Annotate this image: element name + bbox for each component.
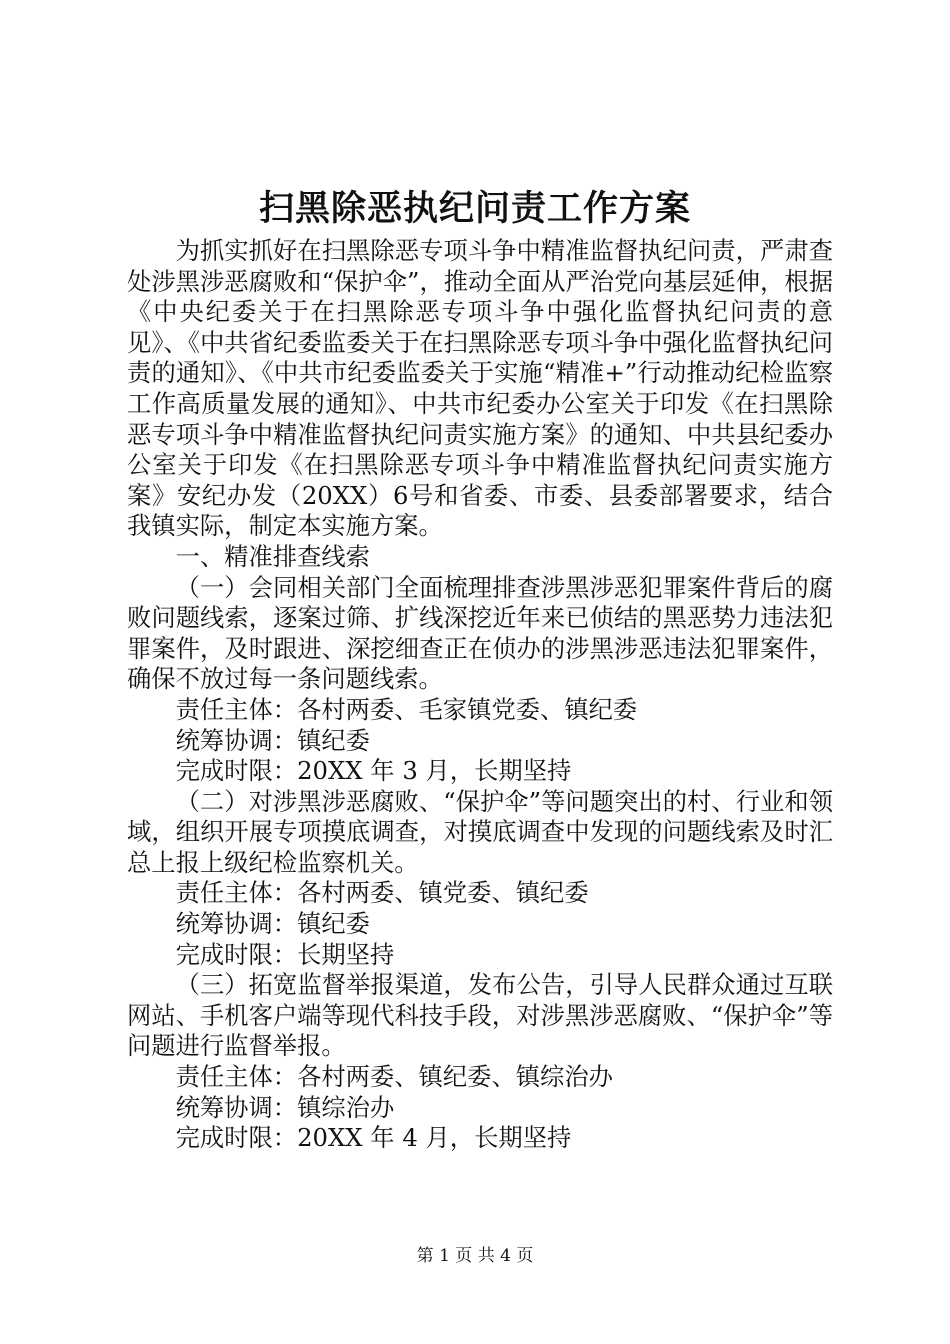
item-2-coordination: 统筹协调：镇纪委	[175, 909, 370, 939]
section-heading: 一、精准排查线索	[175, 541, 370, 571]
item-1-responsible: 责任主体：各村两委、毛家镇党委、镇纪委	[175, 694, 638, 724]
page-number-footer: 第 1 页 共 4 页	[416, 1246, 534, 1266]
item-2-deadline: 完成时限：长期坚持	[175, 939, 395, 969]
item-3-deadline: 完成时限：20XX 年 4 月，长期坚持	[175, 1123, 572, 1153]
item-1-deadline: 完成时限：20XX 年 3 月，长期坚持	[175, 756, 572, 786]
document-body	[127, 236, 833, 1154]
item-3-paragraph: （三）拓宽监督举报渠道，发布公告，引导人民群众通过互联网站、手机客户端等现代科技手段，对涉黑涉恶腐败、“保护伞”等问题进行监督举报。	[127, 970, 833, 1061]
item-1-coordination: 统筹协调：镇纪委	[175, 725, 370, 755]
item-2-paragraph: （二）对涉黑涉恶腐败、“保护伞”等问题突出的村、行业和领域，组织开展专项摸底调查，对摸底调查中发现的问题线索及时汇总上报上级纪检监察机关。	[127, 786, 833, 877]
item-3-responsible: 责任主体：各村两委、镇纪委、镇综治办	[175, 1062, 613, 1092]
intro-paragraph: 为抓实抓好在扫黑除恶专项斗争中精准监督执纪问责，严肃查处涉黑涉恶腐败和“保护伞”，推动全面从严治党向基层延伸，根据《中央纪委关于在扫黑除恶专项斗争中强化监督执纪问责的意见》、《中共省纪委监委关于在扫黑除恶专项斗争中强化监督执纪问责的通知》、《中共市纪委监委关于实施“精准+”行动推动纪检监察工作高质量发展的通知》、中共市纪委办公室关于印发《在扫黑除恶专项斗争中精准监督执纪问责实施方案》的通知、中共县纪委办公室关于印发《在扫黑除恶专项斗争中精准监督执纪问责实施方案》安纪办发（20XX）6号和省委、市委、县委部署要求，结合我镇实际，制定本实施方案。	[127, 236, 833, 541]
item-3-coordination: 统筹协调：镇综治办	[175, 1092, 395, 1122]
item-1-paragraph: （一）会同相关部门全面梳理排查涉黑涉恶犯罪案件背后的腐败问题线索，逐案过筛、扩线深挖近年来已侦结的黑恶势力违法犯罪案件，及时跟进、深挖细查正在侦办的涉黑涉恶违法犯罪案件，确保不放过每一条问题线索。	[127, 572, 833, 694]
item-2-responsible: 责任主体：各村两委、镇党委、镇纪委	[175, 878, 589, 908]
document-title: 扫黑除恶执纪问责工作方案	[258, 188, 691, 229]
